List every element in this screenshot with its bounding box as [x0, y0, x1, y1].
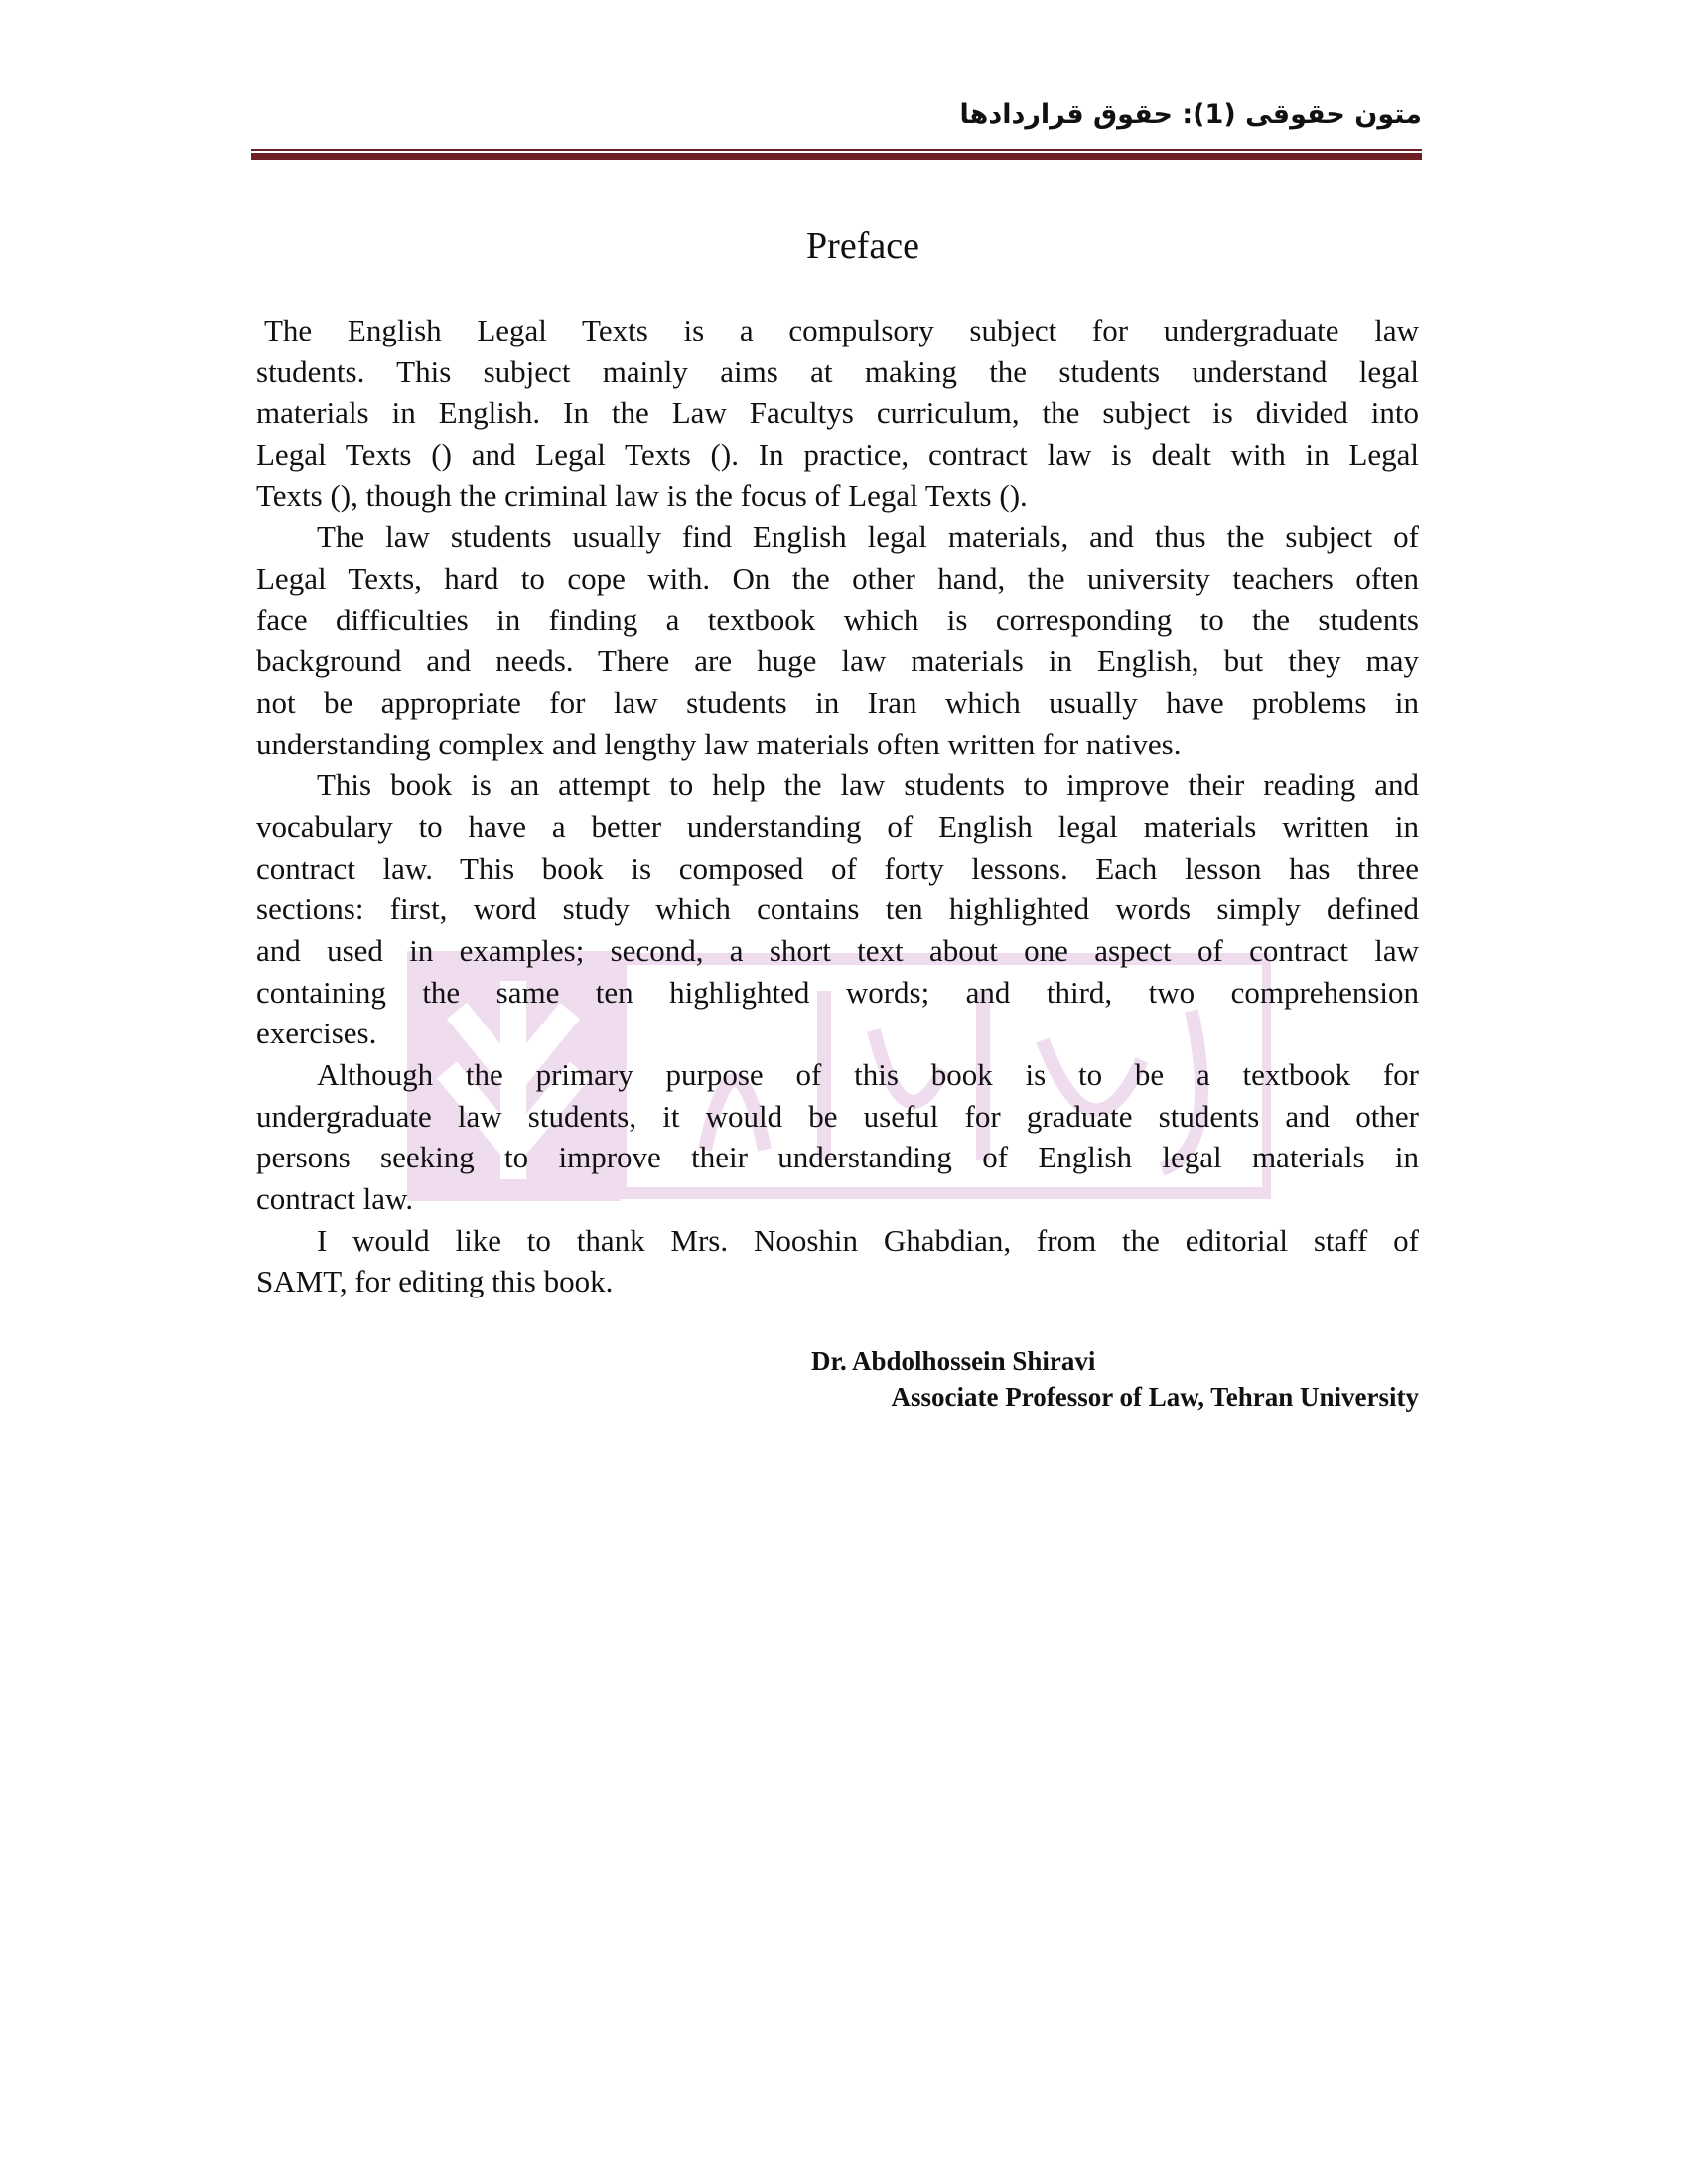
paragraph-line: SAMT, for editing this book. [256, 1264, 614, 1299]
paragraph-line: The law students usually find English legal materials, and thus the subject of [317, 519, 1419, 555]
paragraph-line: Although the primary purpose of this book is to be a textbook for [317, 1057, 1419, 1093]
paragraph-line: contract law. [256, 1181, 414, 1217]
paragraph-line: and used in examples; second, a short text about one aspect of contract law [256, 933, 1419, 969]
paragraph-line: I would like to thank Mrs. Nooshin Ghabdian, from the editorial staff of [317, 1222, 1419, 1258]
paragraph-line: face difficulties in finding a textbook which is corresponding to the students [256, 602, 1419, 637]
paragraph-line: containing the same ten highlighted words; and third, two comprehension [256, 974, 1419, 1010]
paragraph-line: contract law. This book is composed of forty lessons. Each lesson has three [256, 850, 1419, 886]
paragraph-line: undergraduate law students, it would be useful for graduate students and other [256, 1098, 1419, 1134]
paragraph-line: Legal Texts () and Legal Texts (). In practice, contract law is dealt with in Legal [256, 437, 1419, 473]
running-header: متون حقوقی (1): حقوق قراردادها [959, 99, 1422, 130]
header-rule-thick [251, 153, 1422, 160]
header-rule-thin [251, 149, 1422, 151]
paragraph-line: This book is an attempt to help the law students to improve their reading and [317, 767, 1419, 803]
page-title: Preface [806, 225, 919, 267]
paragraph-line: students. This subject mainly aims at making the students understand legal [256, 353, 1419, 389]
paragraph-line: understanding complex and lengthy law materials often written for natives. [256, 726, 1182, 761]
paragraph-line: persons seeking to improve their understanding of English legal materials in [256, 1140, 1419, 1175]
preface-body [256, 310, 1419, 1302]
paragraph-line: vocabulary to have a better understanding of English legal materials written in [256, 809, 1419, 845]
paragraph-line: The English Legal Texts is a compulsory subject for undergraduate law [264, 313, 1419, 347]
paragraph-line: materials in English. In the Law Facultys curriculum, the subject is divided into [256, 395, 1419, 431]
author-position: Associate Professor of Law, Tehran University [891, 1382, 1419, 1412]
paragraph-line: not be appropriate for law students in Iran which usually have problems in [256, 685, 1419, 721]
paragraph-line: background and needs. There are huge law materials in English, but they may [256, 643, 1419, 679]
paragraph-line: Legal Texts, hard to cope with. On the other hand, the university teachers often [256, 561, 1419, 597]
author-name: Dr. Abdolhossein Shiravi [811, 1346, 1096, 1376]
paragraph-line: sections: first, word study which contains ten highlighted words simply defined [256, 891, 1419, 927]
paragraph-line: exercises. [256, 1016, 377, 1051]
paragraph-line: Texts (), though the criminal law is the focus of Legal Texts (). [256, 478, 1028, 513]
